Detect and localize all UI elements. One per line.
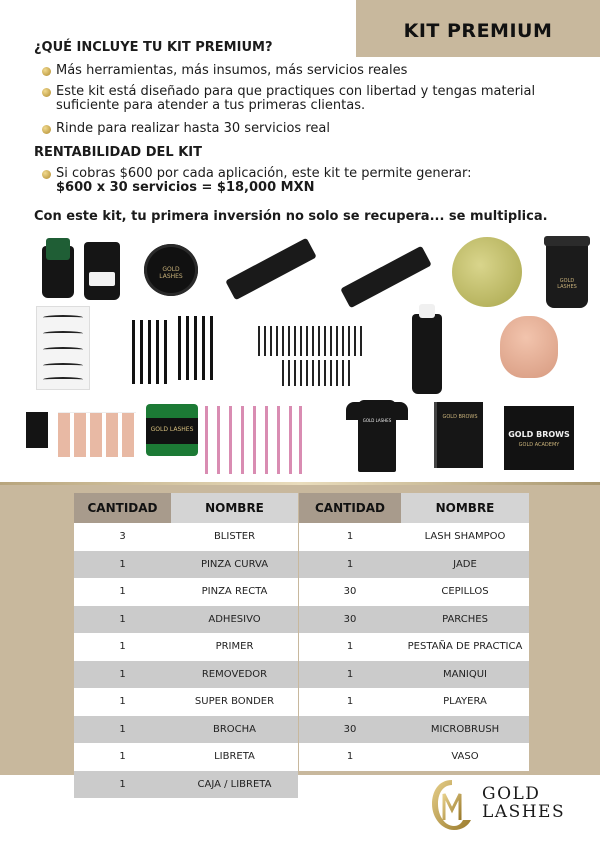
- profit-line-2: $600 x 30 servicios = $18,000 MXN: [56, 180, 315, 195]
- item-name-cell: LASH SHAMPOO: [401, 523, 529, 551]
- quantity-cell: 1: [74, 688, 171, 716]
- quantity-cell: 1: [299, 661, 401, 689]
- item-name-cell: CAJA / LIBRETA: [171, 771, 298, 799]
- table-row: [299, 633, 529, 661]
- intro-bullet-1: Más herramientas, más insumos, más servicios reales: [56, 64, 576, 78]
- table-row: [299, 688, 529, 716]
- notebook-image: [434, 402, 483, 468]
- quantity-cell: 30: [299, 606, 401, 634]
- table-row: [299, 606, 529, 634]
- quantity-cell: 1: [74, 606, 171, 634]
- primer-bottle-image: [84, 242, 120, 300]
- cup-image: [546, 236, 588, 308]
- adhesive-bottle-image: [42, 246, 74, 298]
- intro-bullet-2: Este kit está diseñado para que practiques con libertad y tengas material suficiente para atender a tus primeras clientas.: [56, 85, 576, 113]
- gold-lashes-logo: [430, 776, 566, 836]
- quantity-cell: 3: [74, 523, 171, 551]
- table-row: [74, 661, 298, 689]
- intro-bullet-3: Rinde para realizar hasta 30 servicios real: [56, 122, 576, 136]
- logo-word-1: GOLD: [482, 784, 541, 804]
- item-name-cell: PLAYERA: [401, 688, 529, 716]
- tshirt-image: [346, 400, 408, 472]
- logo-monogram-icon: [430, 776, 474, 834]
- item-name-cell: ADHESIVO: [171, 606, 298, 634]
- item-name-cell: MANIQUI: [401, 661, 529, 689]
- table-row: [74, 523, 298, 551]
- kit-table-right: [299, 493, 529, 771]
- quantity-cell: 1: [74, 743, 171, 771]
- mascara-wands-image: [130, 316, 214, 386]
- item-name-cell: SUPER BONDER: [171, 688, 298, 716]
- table-row: [299, 523, 529, 551]
- table-row: [74, 551, 298, 579]
- quantity-cell: 1: [74, 771, 171, 799]
- investment-statement: Con este kit, tu primera inversión no solo se recupera... se multiplica.: [34, 209, 548, 224]
- table-row: [74, 688, 298, 716]
- name-header-left: NOMBRE: [171, 493, 298, 523]
- quantity-cell: 1: [74, 578, 171, 606]
- notebook-label: GOLD BROWS: [442, 414, 478, 420]
- quantity-cell: 1: [299, 633, 401, 661]
- profit-line-1: Si cobras $600 por cada aplicación, este kit te permite generar:: [56, 167, 576, 181]
- table-row: [74, 743, 298, 771]
- table-row: [299, 578, 529, 606]
- title-banner: [356, 0, 600, 57]
- quantity-cell: 1: [299, 743, 401, 771]
- curved-tweezer-box-image: [225, 238, 317, 301]
- qty-header-right: CANTIDAD: [299, 493, 401, 523]
- remover-jar-label: GOLD LASHES: [159, 266, 183, 280]
- table-row: [299, 743, 529, 771]
- academy-box-image: [504, 406, 574, 470]
- item-name-cell: LIBRETA: [171, 743, 298, 771]
- lash-shampoo-image: [412, 314, 442, 394]
- item-name-cell: BLISTER: [171, 523, 298, 551]
- table-row: [299, 716, 529, 744]
- quantity-cell: 1: [299, 523, 401, 551]
- item-name-cell: PINZA RECTA: [171, 578, 298, 606]
- qty-header-left: CANTIDAD: [74, 493, 171, 523]
- item-name-cell: REMOVEDOR: [171, 661, 298, 689]
- logo-word-2: LASHES: [482, 802, 566, 822]
- name-header-right: NOMBRE: [401, 493, 529, 523]
- product-collage: [0, 230, 600, 480]
- kit-table-left: [74, 493, 298, 798]
- box-label: GOLD BROWS: [508, 430, 570, 439]
- item-name-cell: PRIMER: [171, 633, 298, 661]
- eyelash-blister-image: [36, 306, 90, 390]
- item-name-cell: BROCHA: [171, 716, 298, 744]
- table-row: [299, 661, 529, 689]
- straight-tweezer-box-image: [340, 246, 432, 309]
- spoolie-brushes-image: [258, 326, 364, 388]
- table-row: [74, 716, 298, 744]
- table-row: [74, 578, 298, 606]
- intro-heading: ¿QUÉ INCLUYE TU KIT PREMIUM?: [34, 40, 273, 55]
- eye-patches-image: [58, 412, 136, 457]
- table-row: [299, 551, 529, 579]
- microbrush-image: [205, 406, 301, 474]
- item-name-cell: PARCHES: [401, 606, 529, 634]
- quantity-cell: 1: [74, 716, 171, 744]
- quantity-cell: 1: [74, 661, 171, 689]
- quantity-cell: 1: [74, 551, 171, 579]
- jar-label: GOLD LASHES: [150, 426, 194, 433]
- item-name-cell: MICROBRUSH: [401, 716, 529, 744]
- page-title: KIT PREMIUM: [403, 20, 553, 42]
- quantity-cell: 30: [299, 578, 401, 606]
- table-row: [74, 771, 298, 799]
- quantity-cell: 1: [74, 633, 171, 661]
- profit-heading: RENTABILIDAD DEL KIT: [34, 145, 202, 160]
- tshirt-label: GOLD LASHES: [362, 418, 392, 423]
- item-name-cell: PINZA CURVA: [171, 551, 298, 579]
- mannequin-head-image: [500, 316, 558, 378]
- quantity-cell: 1: [299, 551, 401, 579]
- item-name-cell: JADE: [401, 551, 529, 579]
- quantity-cell: 1: [299, 688, 401, 716]
- table-row: [74, 606, 298, 634]
- table-row: [74, 633, 298, 661]
- jade-stone-image: [452, 237, 522, 307]
- item-name-cell: VASO: [401, 743, 529, 771]
- box-sublabel: GOLD ACADEMY: [518, 442, 560, 448]
- adhesive-jar-image: [146, 404, 198, 456]
- remover-jar-image: [144, 244, 198, 296]
- super-bonder-image: [26, 412, 48, 448]
- item-name-cell: PESTAÑA DE PRACTICA: [401, 633, 529, 661]
- cup-label: GOLD LASHES: [557, 278, 577, 290]
- quantity-cell: 30: [299, 716, 401, 744]
- item-name-cell: CEPILLOS: [401, 578, 529, 606]
